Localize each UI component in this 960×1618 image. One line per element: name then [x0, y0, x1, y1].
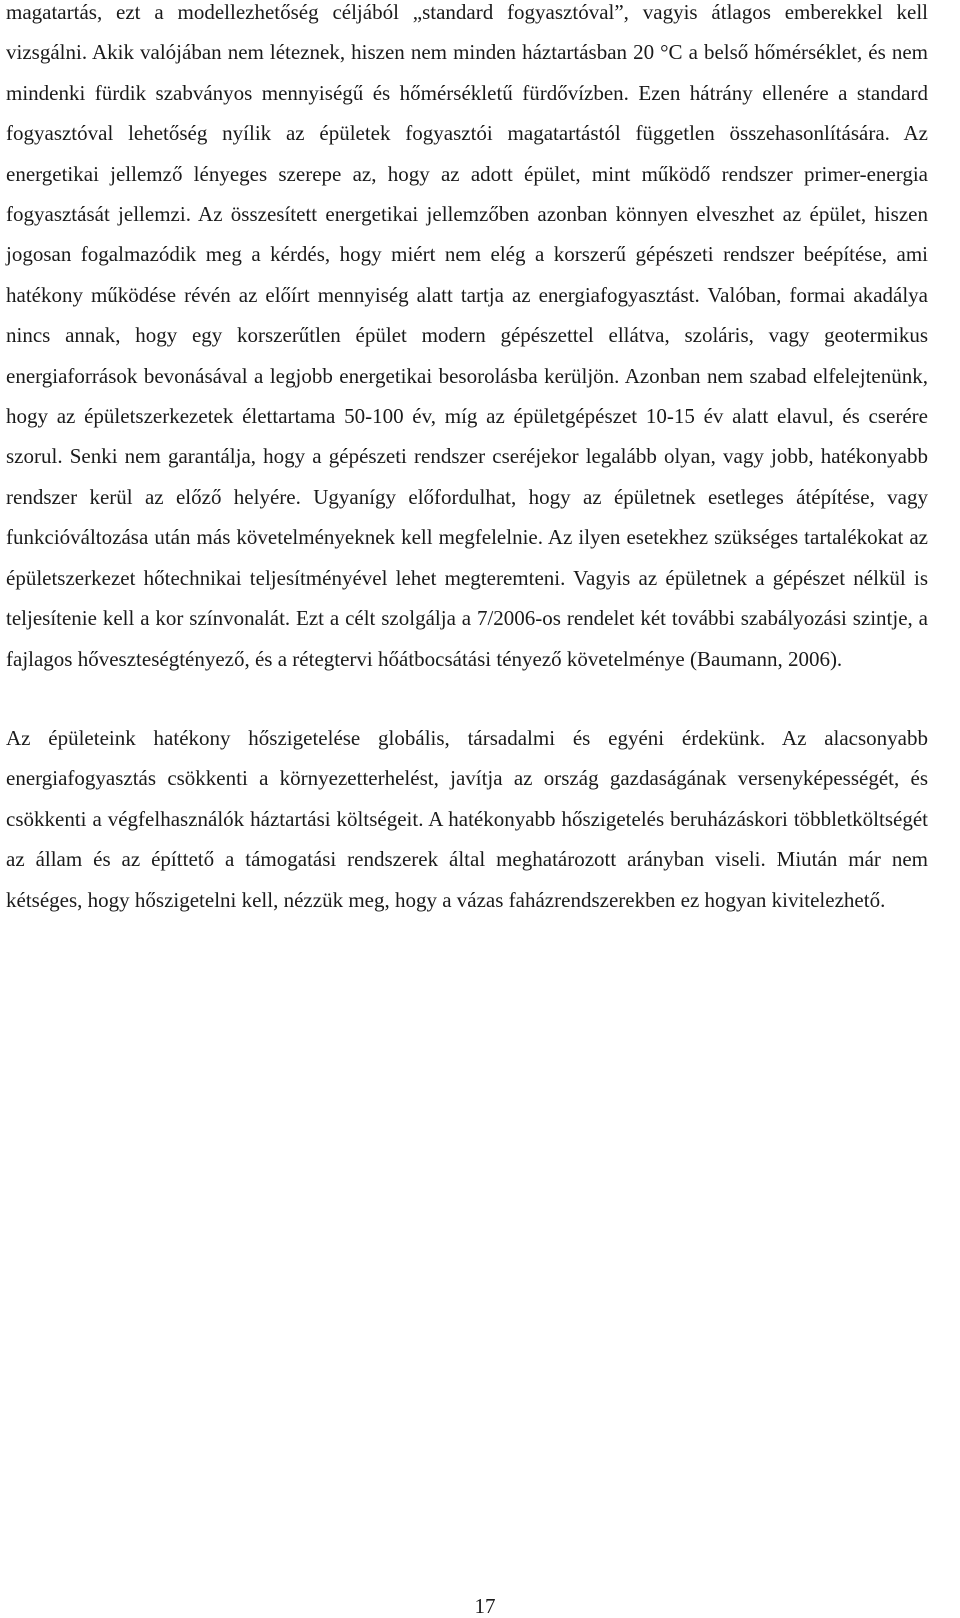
page-number: 17: [474, 1594, 496, 1618]
document-page: [6, 0, 928, 920]
body-paragraph: Az épületeink hatékony hőszigetelése globális, társadalmi és egyéni érdekünk. Az alacsonyabb energiafogyasztás csökkenti a környezetterhelést, javítja az ország gazdaságának versenyképességét, és csökkenti a végfelhasználók háztartási költségeit. A hatékonyabb hőszigetelés beruházáskori többletköltségét az állam és az építtető a támogatási rendszerek által meghatározott arányban viseli. Miután már nem kétséges, hogy hőszigetelni kell, nézzük meg, hogy a vázas faházrendszerekben ez hogyan kivitelezhető.: [6, 725, 928, 912]
body-paragraph: magatartás, ezt a modellezhetőség céljából „standard fogyasztóval”, vagyis átlagos emberekkel kell vizsgálni. Akik valójában nem léteznek, hiszen nem minden háztartásban 20 °C a belső hőmérséklet, és nem mindenki fürdik szabványos mennyiségű és hőmérsékletű fürdővízben. Ezen hátrány ellenére a standard fogyasztóval lehetőség nyílik az épületek fogyasztói magatartástól független összehasonlítására. Az energetikai jellemző lényeges szerepe az, hogy az adott épület, mint működő rendszer primer-energia fogyasztását jellemzi. Az összesített energetikai jellemzőben azonban könnyen elveszhet az épület, hiszen jogosan fogalmazódik meg a kérdés, hogy miért nem elég a korszerű gépészeti rendszer beépítése, ami hatékony működése révén az előírt mennyiség alatt tartja az energiafogyasztást. Valóban, formai akadálya nincs annak, hogy egy korszerűtlen épület modern gépészettel ellátva, szoláris, vagy geotermikus energiaforrások bevonásával a legjobb energetikai besorolásba kerüljön. Azonban nem szabad elfelejtenünk, hogy az épületszerkezetek élettartama 50-100 év, míg az épületgépészet 10-15 év alatt elavul, és cserére szorul. Senki nem garantálja, hogy a gépészeti rendszer cseréjekor legalább olyan, vagy jobb, hatékonyabb rendszer kerül az előző helyére. Ugyanígy előfordulhat, hogy az épületnek esetleges átépítése, vagy funkcióváltozása után más követelményeknek kell megfelelnie. Az ilyen esetekhez szükséges tartalékokat az épületszerkezet hőtechnikai teljesítményével lehet megteremteni. Vagyis az épületnek a gépészet nélkül is teljesítenie kell a kor színvonalát. Ezt a célt szolgálja a 7/2006-os rendelet két további szabályozási szintje, a fajlagos hőveszteségtényező, és a rétegtervi hőátbocsátási tényező követelménye (Baumann, 2006).: [6, 0, 928, 671]
